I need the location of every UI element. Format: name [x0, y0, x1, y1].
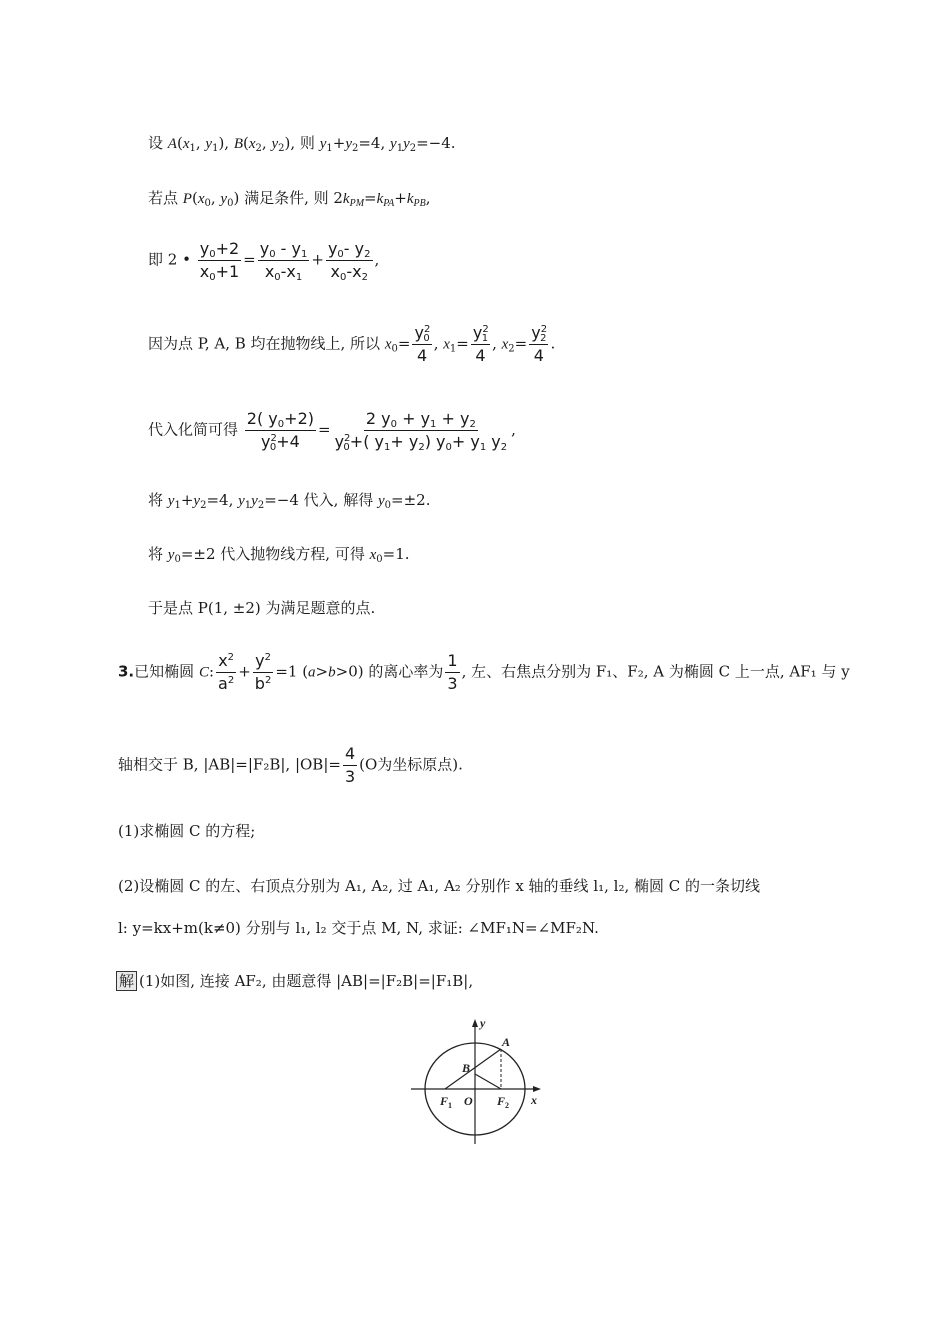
simplified-equation-text: 代入化简可得 — [148, 420, 239, 439]
fraction-pm: $\frac{y_0+2}{x_0+1}$ — [199, 239, 240, 283]
segment-b-f2 — [475, 1074, 501, 1089]
slope-equation-prefix: 即 2 • — [148, 250, 191, 269]
y-axis-arrow — [472, 1019, 478, 1027]
solution-line-8: 于是点 P(1, ±2) 为满足题意的点. — [148, 599, 376, 617]
fraction-pb: $\frac{y_0- y_2}{x_0-x_2}$ — [327, 239, 371, 283]
label-b: B — [462, 1061, 471, 1075]
question-3-part-2: (2)设椭圆 C 的左、右顶点分别为 A₁, A₂, 过 A₁, A₂ 分别作 x 轴的垂线 l₁, l₂, 椭圆 C 的一条切线 — [118, 877, 761, 895]
parabola-substitution: 因为点 P, A, B 均在抛物线上, 所以 $x_0=$ $\frac{y^2_0}{4}$ , $x_1=$ $\frac{y^2_1}{4}$ , $x_2=$ $\frac{y^2_2}{4}$ . — [148, 323, 556, 365]
solution-start: 解 (1)如图, 连接 AF₂, 由题意得 |AB|=|F₂B|=|F₁B|, — [116, 970, 473, 992]
label-x: x — [531, 1093, 537, 1107]
question-number: 3. — [118, 662, 135, 681]
slope-equation: 即 2 • $\frac{y_0+2}{x_0+1}$ = $\frac{y_0 - y_1}{x_0-x_1}$ + $\frac{y_0- y_2}{x_0-x_2}$ , — [148, 239, 380, 283]
question-3-statement: 3.已知椭圆 C: $\frac{x^2}{a^2}$ + $\frac{y^2}{b^2}$ =1 (a>b>0) 的离心率为 $\frac{1}{3}$ , 左、右焦点分别为 F₁、F₂, A 为椭圆 C 上一点, AF₁ 与 y — [118, 651, 850, 693]
label-a: A — [502, 1035, 511, 1049]
label-o: O — [464, 1094, 473, 1108]
question-3-part-2-cont: l: y=kx+m(k≠0) 分别与 l₁, l₂ 交于点 M, N, 求证: ∠MF₁N=∠MF₂N. — [118, 919, 599, 937]
segment-f1-a — [445, 1049, 501, 1089]
ob-length-fraction: $\frac{4}{3}$ — [344, 744, 356, 786]
solution-line-1: 设 $A(x_1$, $y_1$), $B(x_2$, $y_2$), 则 $y_1+y_2=4$, $y_1y_2=-4$. — [148, 134, 456, 154]
solution-line-2: 若点 $P(x_0$, $y_0$) 满足条件, 则 $2k_{PM}=k_{PA}+k_{PB}$, — [148, 189, 431, 209]
label-f1: $F_1$ — [440, 1094, 453, 1110]
label-y: y — [480, 1016, 486, 1030]
solution-tag: 解 — [116, 971, 137, 991]
question-3-part-1: (1)求椭圆 C 的方程; — [118, 822, 256, 840]
question-3-statement-cont: 轴相交于 B, |AB|=|F₂B|, |OB|= $\frac{4}{3}$ (O为坐标原点). — [118, 744, 463, 786]
solution-line-7: 将 $y_0=\pm 2$ 代入抛物线方程, 可得 $x_0=1$. — [148, 545, 410, 565]
simplified-equation: 代入化简可得 $\frac{2( y_0+2)}{y^2_0+4}$ = $\frac{2 y_0 + y_1 + y_2}{y^2_0+( y_1+ y_2) y_0+ y_1 y_2}$ , — [148, 409, 516, 453]
solution-line-6: 将 $y_1+y_2=4$, $y_1y_2=-4$ 代入, 解得 $y_0=\pm 2$. — [148, 491, 431, 511]
label-f2: $F_2$ — [497, 1094, 510, 1110]
x-axis-arrow — [533, 1086, 541, 1092]
ellipse-figure — [405, 1016, 555, 1148]
fraction-pa: $\frac{y_0 - y_1}{x_0-x_1}$ — [259, 239, 308, 283]
eccentricity-fraction: $\frac{1}{3}$ — [447, 651, 458, 693]
parabola-substitution-text: 因为点 P, A, B 均在抛物线上, 所以 — [148, 334, 381, 353]
